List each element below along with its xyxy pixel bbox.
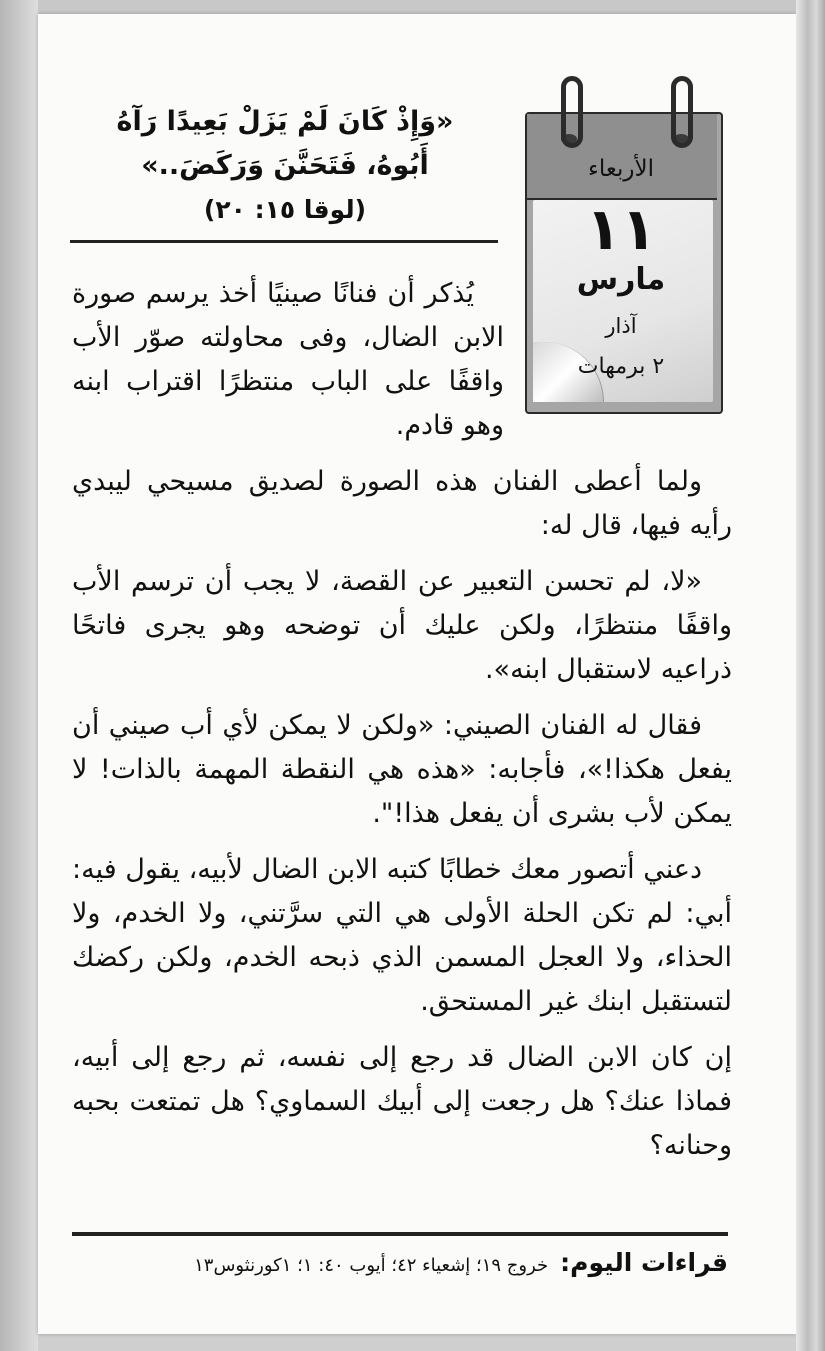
calendar-syriac-month: آذار: [605, 314, 637, 338]
main-text-block: [72, 460, 732, 1180]
intro-paragraph-block: [72, 272, 504, 448]
paragraph-3: «لا، لم تحسن التعبير عن القصة، لا يجب أن ترسم الأب واقفًا منتظرًا، ولكن عليك أن توضحه وهو يجرى فاتحًا ذراعيه لاستقبال ابنه».: [72, 566, 732, 685]
daily-readings-footer: [72, 1248, 728, 1277]
right-page-edge: [796, 0, 825, 1351]
calendar-coptic-date: ٢ برمهات: [577, 354, 665, 379]
top-edge: [0, 0, 825, 14]
paragraph-5: دعني أتصور معك خطابًا كتبه الابن الضال لأبيه، يقول فيه: أبي: لم تكن الحلة الأولى هي التي سرَّتني، ولا الخدم، ولا الحذاء، ولا العجل المسمن الذي ذبحه الخدم، ولكن ركضك لتستقبل ابنك غير المستحق.: [72, 854, 732, 1017]
paragraph-2: ولما أعطى الفنان هذه الصورة لصديق مسيحي ليبدي رأيه فيها، قال له:: [72, 466, 732, 541]
daily-verse: [70, 100, 500, 232]
calendar-weekday: الأربعاء: [588, 156, 654, 182]
daily-readings-label: قراءات اليوم:: [560, 1248, 728, 1277]
binder-ring-right-icon: [671, 76, 693, 148]
verse-reference: (لوقا ١٥: ٢٠): [203, 195, 367, 224]
daily-readings-list: خروج ١٩؛ إشعياء ٤٢؛ أيوب ٤٠: ١؛ ١كورنثوس١٣: [194, 1255, 549, 1276]
calendar-day-number: ١١: [585, 195, 657, 263]
footer-divider: [72, 1232, 728, 1236]
binder-ring-left-icon: [561, 76, 583, 148]
paragraph-intro: يُذكر أن فنانًا صينيًا أخذ يرسم صورة الابن الضال، وفى محاولته صوّر الأب واقفًا على الباب منتظرًا اقتراب ابنه وهو قادم.: [72, 278, 504, 441]
paragraph-4: فقال له الفنان الصيني: «ولكن لا يمكن لأي أب صيني أن يفعل هكذا!»، فأجابه: «هذه هي النقطة المهمة بالذات! لا يمكن لأب بشرى أن يفعل هذا!".: [72, 710, 732, 829]
calendar-graphic: [525, 112, 721, 412]
paragraph-6: إن كان الابن الضال قد رجع إلى نفسه، ثم رجع إلى أبيه، فماذا عنك؟ هل رجعت إلى أبيك السماوي؟ هل تمتعت بحبه وحنانه؟: [72, 1042, 732, 1161]
verse-line-2: أَبُوهُ، فَتَحَنَّنَ وَرَكَضَ..»: [141, 150, 429, 181]
left-page-edge: [0, 0, 38, 1351]
calendar-month: مارس: [576, 262, 666, 297]
verse-line-1: «وَإِذْ كَانَ لَمْ يَزَلْ بَعِيدًا رَآهُ: [116, 106, 454, 137]
verse-divider: [70, 240, 498, 243]
